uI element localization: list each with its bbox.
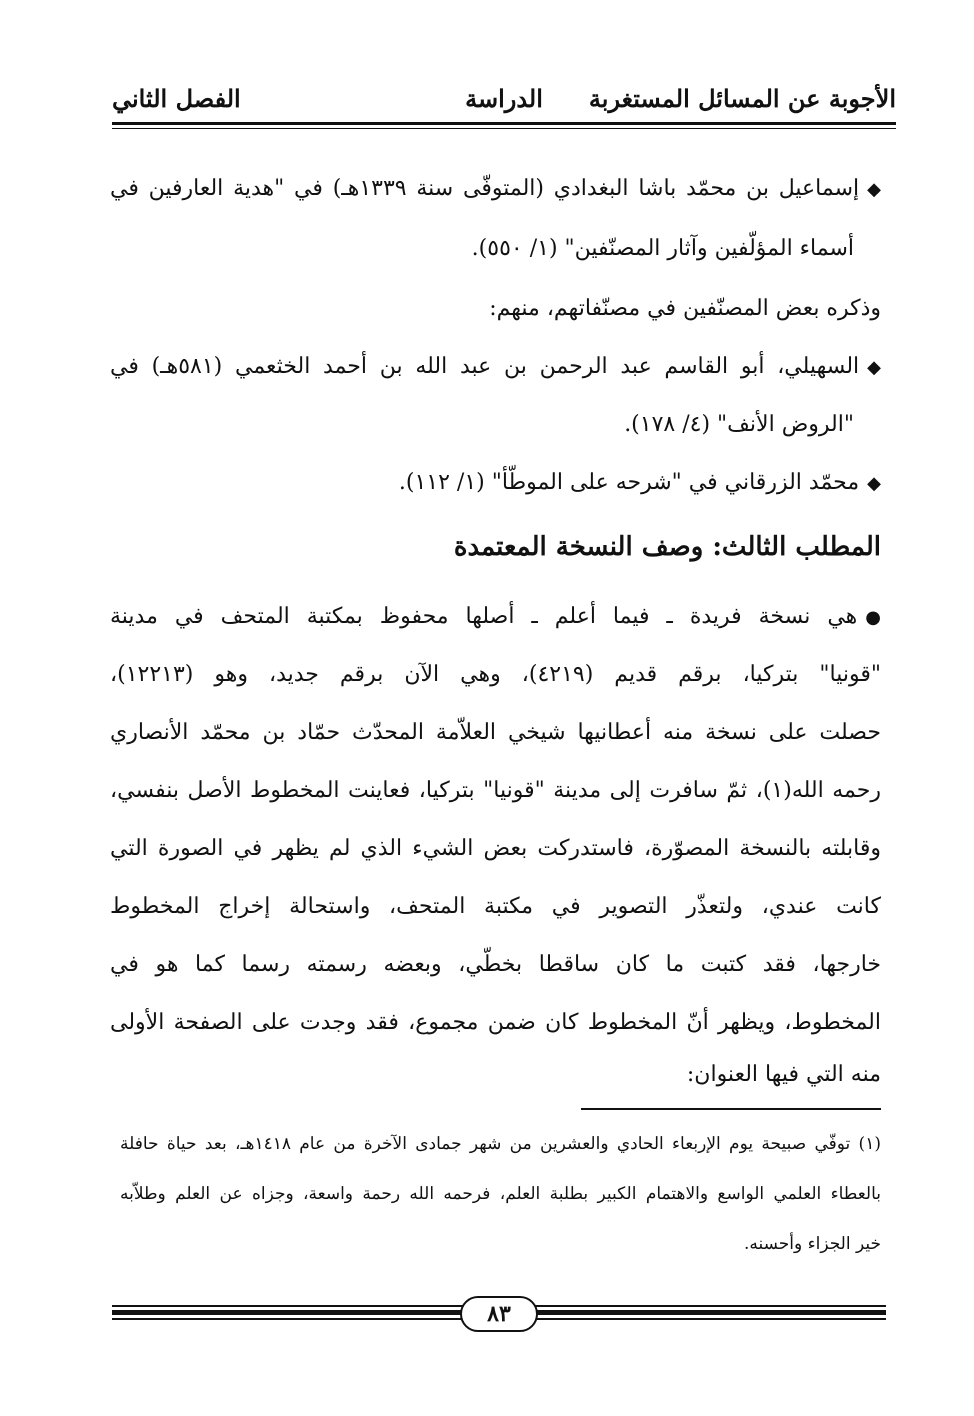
paragraph-line: حصلت على نسخة منه أعطانيها شيخي العلاّمة المحدّث حمّاد بن محمّد الأنصاري <box>110 720 881 745</box>
diamond-bullet-icon: ◆ <box>867 473 881 494</box>
text-line: وذكره بعض المصنّفين في مصنّفاتهم، منهم: <box>489 296 881 321</box>
text-line: أسماء المؤلّفين وآثار المصنّفين" (١/ ٥٥٠). <box>471 236 854 261</box>
bullet-line: ◆السهيلي، أبو القاسم عبد الرحمن بن عبد الله بن أحمد الخثعمي (٥٨١هـ) في <box>110 354 881 379</box>
paragraph-line: منه التي فيها العنوان: <box>686 1062 881 1087</box>
footnote-line: (١) توفّي صبيحة يوم الإربعاء الحادي والعشرين من شهر جمادى الآخرة من عام ١٤١٨هـ، بعد حياة حافلة <box>120 1134 881 1154</box>
paragraph-line: وقابلته بالنسخة المصوّرة، فاستدركت بعض الشيء الذي لم يظهر في الصورة التي <box>110 836 881 861</box>
page-header <box>112 84 896 126</box>
paragraph-line: خارجها، فقد كتبت ما كان ساقطا بخطّي، وبعضه رسمته رسما كما هو في <box>110 952 881 977</box>
bullet-line: ◆إسماعيل بن محمّد باشا البغدادي (المتوفّى سنة ١٣٣٩هـ) في "هدية العارفين في <box>110 176 881 201</box>
page-footer <box>112 1296 886 1336</box>
paragraph-line: كانت عندي، ولتعذّر التصوير في مكتبة المتحف، واستحالة إخراج المخطوط <box>110 894 881 919</box>
page-number: ٨٣ <box>460 1296 538 1332</box>
footnote-line: بالعطاء العلمي الواسع والاهتمام الكبير بطلبة العلم، فرحمه الله رحمة واسعة، وجزاه عن العلم وطلاّبه <box>120 1184 881 1204</box>
bullet-line: ◆محمّد الزرقاني في "شرحه على الموطّأ" (١/ ١١٢). <box>398 470 881 495</box>
dot-bullet-icon: ● <box>865 607 881 628</box>
diamond-bullet-icon: ◆ <box>867 179 881 200</box>
chapter-title: الفصل الثاني <box>112 84 241 113</box>
header-rule-thin <box>112 128 896 129</box>
footnote-line: خير الجزاء وأحسنه. <box>743 1234 881 1254</box>
paragraph-line: رحمه الله(١)، ثمّ سافرت إلى مدينة "قونيا" بتركيا، فعاينت المخطوط الأصل بنفسي، <box>110 778 881 803</box>
footnote-rule <box>581 1108 881 1110</box>
text-line: "الروض الأنف" (٤/ ١٧٨). <box>624 412 854 437</box>
section-title: الدراسة <box>465 84 543 113</box>
book-title: الأجوبة عن المسائل المستغربة <box>588 84 896 113</box>
section-heading: المطلب الثالث: وصف النسخة المعتمدة <box>453 532 881 562</box>
paragraph-line: "قونيا" بتركيا، برقم قديم (٤٢١٩)، وهي الآن برقم جديد، وهو (١٢٢١٣)، <box>110 662 881 687</box>
paragraph-line: ●هي نسخة فريدة ـ فيما أعلم ـ أصلها محفوظ بمكتبة المتحف في مدينة <box>110 604 881 629</box>
paragraph-line: المخطوط، ويظهر أنّ المخطوط كان ضمن مجموع، فقد وجدت على الصفحة الأولى <box>110 1010 881 1035</box>
header-rule <box>112 122 896 125</box>
diamond-bullet-icon: ◆ <box>867 357 881 378</box>
